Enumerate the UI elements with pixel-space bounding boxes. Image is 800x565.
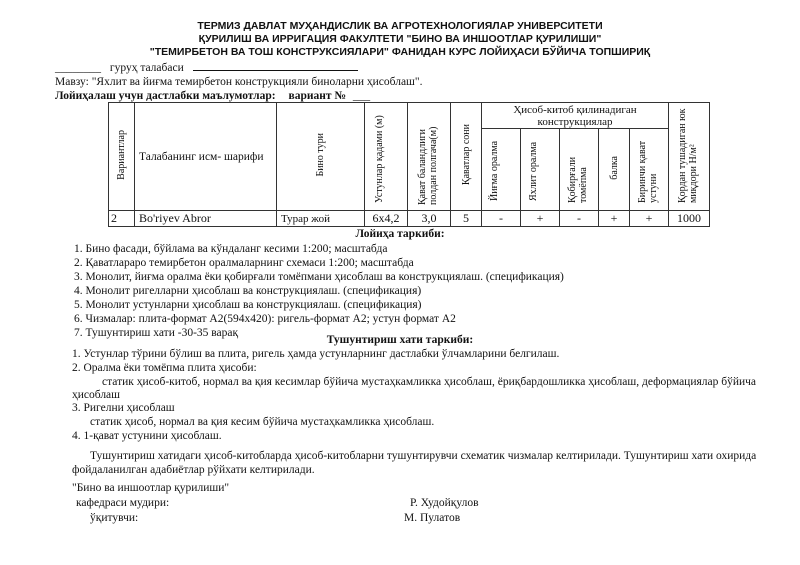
cell-beam: + xyxy=(599,211,630,227)
teacher-label: ўқитувчи: xyxy=(90,512,139,524)
header-beam: балка xyxy=(599,129,630,211)
note-item-2: 2. Оралма ёки томёпма плита ҳисоби: xyxy=(72,362,257,374)
department-head-label: кафедраси мудири: xyxy=(76,497,170,509)
note-item-2-detail: статик ҳисоб-китоб, нормал ва қия кесимлар бўйича мустаҳкамликка ҳисоблаш, ёриқбардошликка ҳисоблаш, деформациялар бўйича xyxy=(102,376,757,388)
note-contents-title: Тушунтириш хати таркиби: xyxy=(326,334,474,346)
list-item: 6. Чизмалар: плита-формат А2(594х420): ригель-формат А2; устун формат А2 xyxy=(74,313,456,325)
initial-data-label: Лойиҳалаш учун дастлабки маълумотлар: xyxy=(55,90,276,102)
cell-variant: 2 xyxy=(109,211,135,227)
group-blank: ________ xyxy=(55,62,101,74)
header-first-floor-column: Биринчи қават устуни xyxy=(630,129,669,211)
paragraph-line-1: Тушунтириш хатидаги ҳисоб-китобларда ҳисоб-китобларни тушунтирувчи схематик чизмалар келтирилади. Тушунтириш хати охирида xyxy=(90,450,757,462)
header-ribbed-slab: Қобирғали томёпма xyxy=(560,129,599,211)
faculty-title: ҚУРИЛИШ ВА ИРРИГАЦИЯ ФАКУЛТЕТИ "БИНО ВА ИНШООТЛАР ҚУРИЛИШИ" xyxy=(198,33,602,45)
assignment-title: "ТЕМИРБЕТОН ВА ТОШ КОНСТРУКСИЯЛАРИ" ФАНИДАН КУРС ЛОЙИҲАСИ БЎЙИЧА ТОПШИРИҚ xyxy=(149,46,651,58)
list-item: 7. Тушунтириш хати -30-35 варақ xyxy=(74,327,239,339)
header-floor-height: Қават баландлиги полдан полгача(м) xyxy=(408,103,451,211)
initial-data-line xyxy=(55,90,370,102)
header-student-name: Талабанинг исм- шарифи xyxy=(135,103,277,211)
university-title: ТЕРМИЗ ДАВЛАТ МУҲАНДИСЛИК ВА АГРОТЕХНОЛОГИЯЛАР УНИВЕРСИТЕТИ xyxy=(197,20,603,32)
variant-label: вариант № xyxy=(288,90,346,102)
department-head-name: Р. Худойқулов xyxy=(410,497,479,509)
paragraph-line-2: фойдаланилган адабиётлар рўйхати келтирилади. xyxy=(72,464,315,476)
project-contents-list xyxy=(74,242,564,340)
table-row xyxy=(109,211,710,227)
header-snow-load: Қордан тушадиган юк миқдори Н/м² xyxy=(669,103,710,211)
cell-monolithic-slab: + xyxy=(521,211,560,227)
teacher-name: М. Пулатов xyxy=(404,512,461,524)
group-label: гуруҳ талабаси xyxy=(109,62,184,74)
note-item-3-detail: статик ҳисоб, нормал ва қия кесим бўйича мустаҳкамликка ҳисоблаш. xyxy=(90,416,435,428)
header-monolithic-slab: Яхлит оралма xyxy=(521,129,560,211)
cell-name: Bo'riyev Abror xyxy=(135,211,277,227)
student-name-blank xyxy=(193,70,358,71)
note-item-2-detail-end: ҳисоблаш xyxy=(72,389,121,401)
cell-type: Турар жой xyxy=(277,211,365,227)
header-constructions-group: Ҳисоб-китоб қилинадиган конструкциялар xyxy=(482,103,669,129)
cell-load: 1000 xyxy=(669,211,710,227)
header-building-type: Бино тури xyxy=(277,103,365,211)
cell-floors: 5 xyxy=(451,211,482,227)
cell-height: 3,0 xyxy=(408,211,451,227)
list-item: 1. Бино фасади, бўйлама ва кўндаланг кесими 1:200; масштабда xyxy=(74,243,388,255)
header-precast-slab: Йиғма оралма xyxy=(482,129,521,211)
note-item-3: 3. Ригелни ҳисоблаш xyxy=(72,402,175,414)
header-column-step: Устунлар қадами (м) xyxy=(365,103,408,211)
note-item-1: 1. Устунлар тўрини бўлиш ва плита, ригель ҳамда устунларнинг дастлабки ўлчамларини белгилаш. xyxy=(72,348,560,360)
specification-table xyxy=(108,102,710,227)
list-item: 3. Монолит, йиғма оралма ёки қобирғали томёпмани ҳисоблаш ва конструкциялаш. (спецификация) xyxy=(74,271,564,283)
department-name: "Бино ва иншоотлар қурилиши" xyxy=(72,482,230,494)
cell-column: + xyxy=(630,211,669,227)
variant-blank: ___ xyxy=(352,90,371,102)
cell-step: 6х4,2 xyxy=(365,211,408,227)
cell-ribbed-slab: - xyxy=(560,211,599,227)
header-floors: Қаватлар сони xyxy=(451,103,482,211)
list-item: 5. Монолит устунларни ҳисоблаш ва конструкциялаш. (спецификация) xyxy=(74,299,422,311)
topic-line: Мавзу: "Яхлит ва йиғма темирбетон конструкцияли биноларни ҳисоблаш". xyxy=(55,76,423,88)
list-item: 4. Монолит ригелларни ҳисоблаш ва конструкциялаш. (спецификация) xyxy=(74,285,422,297)
project-contents-title: Лойиҳа таркиби: xyxy=(355,228,445,240)
list-item: 2. Қаватлараро темирбетон оралмаларнинг схемаси 1:200; масштабда xyxy=(74,257,414,269)
group-line xyxy=(55,62,358,74)
cell-precast-slab: - xyxy=(482,211,521,227)
header-variants: Вариантлар xyxy=(109,103,135,211)
note-item-4: 4. 1-қават устунини ҳисоблаш. xyxy=(72,430,222,442)
